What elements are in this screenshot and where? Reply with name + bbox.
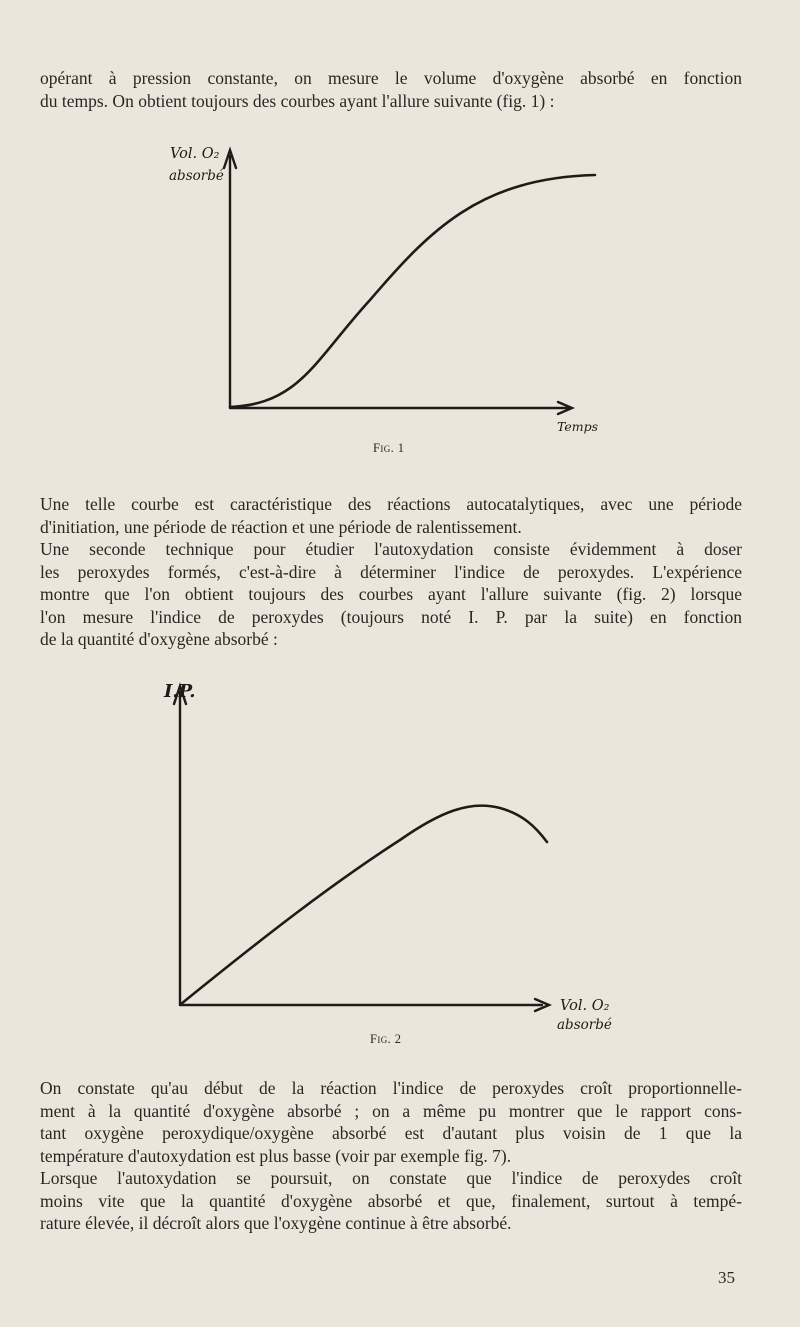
fig2-curve	[181, 806, 547, 1004]
fig1-y-label-line1: Vol. O₂	[170, 146, 220, 162]
text-line: On constate qu'au début de la réaction l'indice de peroxydes croît proportionnelle-	[40, 1078, 742, 1098]
text-line: Lorsque l'autoxydation se poursuit, on constate que l'indice de peroxydes croît	[40, 1168, 742, 1188]
text-line: Une seconde technique pour étudier l'autoxydation consiste évidemment à doser	[40, 539, 742, 559]
fig1-y-label-line2: absorbé	[169, 168, 224, 184]
text-line: de la quantité d'oxygène absorbé :	[40, 629, 278, 649]
fig2-y-label: I.P.	[164, 681, 196, 702]
text-line: Une telle courbe est caractéristique des réactions autocatalytiques, avec une période	[40, 494, 742, 514]
figure-1-caption: Fig. 1	[373, 441, 405, 455]
text-line: du temps. On obtient toujours des courbes ayant l'allure suivante (fig. 1) :	[40, 90, 555, 111]
fig2-x-label-line2: absorbé	[557, 1017, 612, 1033]
text-line: tant oxygène peroxydique/oxygène absorbé est d'autant plus voisin de 1 que la	[40, 1123, 742, 1143]
text-line: ment à la quantité d'oxygène absorbé ; on a même pu montrer que le rapport cons-	[40, 1100, 742, 1121]
text-line: rature élevée, il décroît alors que l'oxygène continue à être absorbé.	[40, 1213, 512, 1233]
text-line: moins vite que la quantité d'oxygène absorbé et que, finalement, surtout à tempé-	[40, 1190, 742, 1211]
text-line: température d'autoxydation est plus basse (voir par exemple fig. 7).	[40, 1145, 512, 1166]
fig2-x-label-line1: Vol. O₂	[560, 998, 610, 1014]
text-line: l'on mesure l'indice de peroxydes (toujours noté I. P. par la suite) en fonction	[40, 606, 742, 627]
figure-2-caption: Fig. 2	[370, 1032, 402, 1046]
paragraph-conclusion	[40, 1077, 742, 1235]
fig1-x-label: Temps	[557, 419, 599, 434]
page-number: 35	[718, 1268, 735, 1287]
text-line: d'initiation, une période de réaction et une période de ralentissement.	[40, 516, 522, 537]
text-line: montre que l'on obtient toujours des courbes ayant l'allure suivante (fig. 2) lorsque	[40, 584, 742, 604]
text-line: opérant à pression constante, on mesure le volume d'oxygène absorbé en fonction	[40, 68, 742, 88]
text-line: les peroxydes formés, c'est-à-dire à déterminer l'indice de peroxydes. L'expérience	[40, 561, 742, 582]
